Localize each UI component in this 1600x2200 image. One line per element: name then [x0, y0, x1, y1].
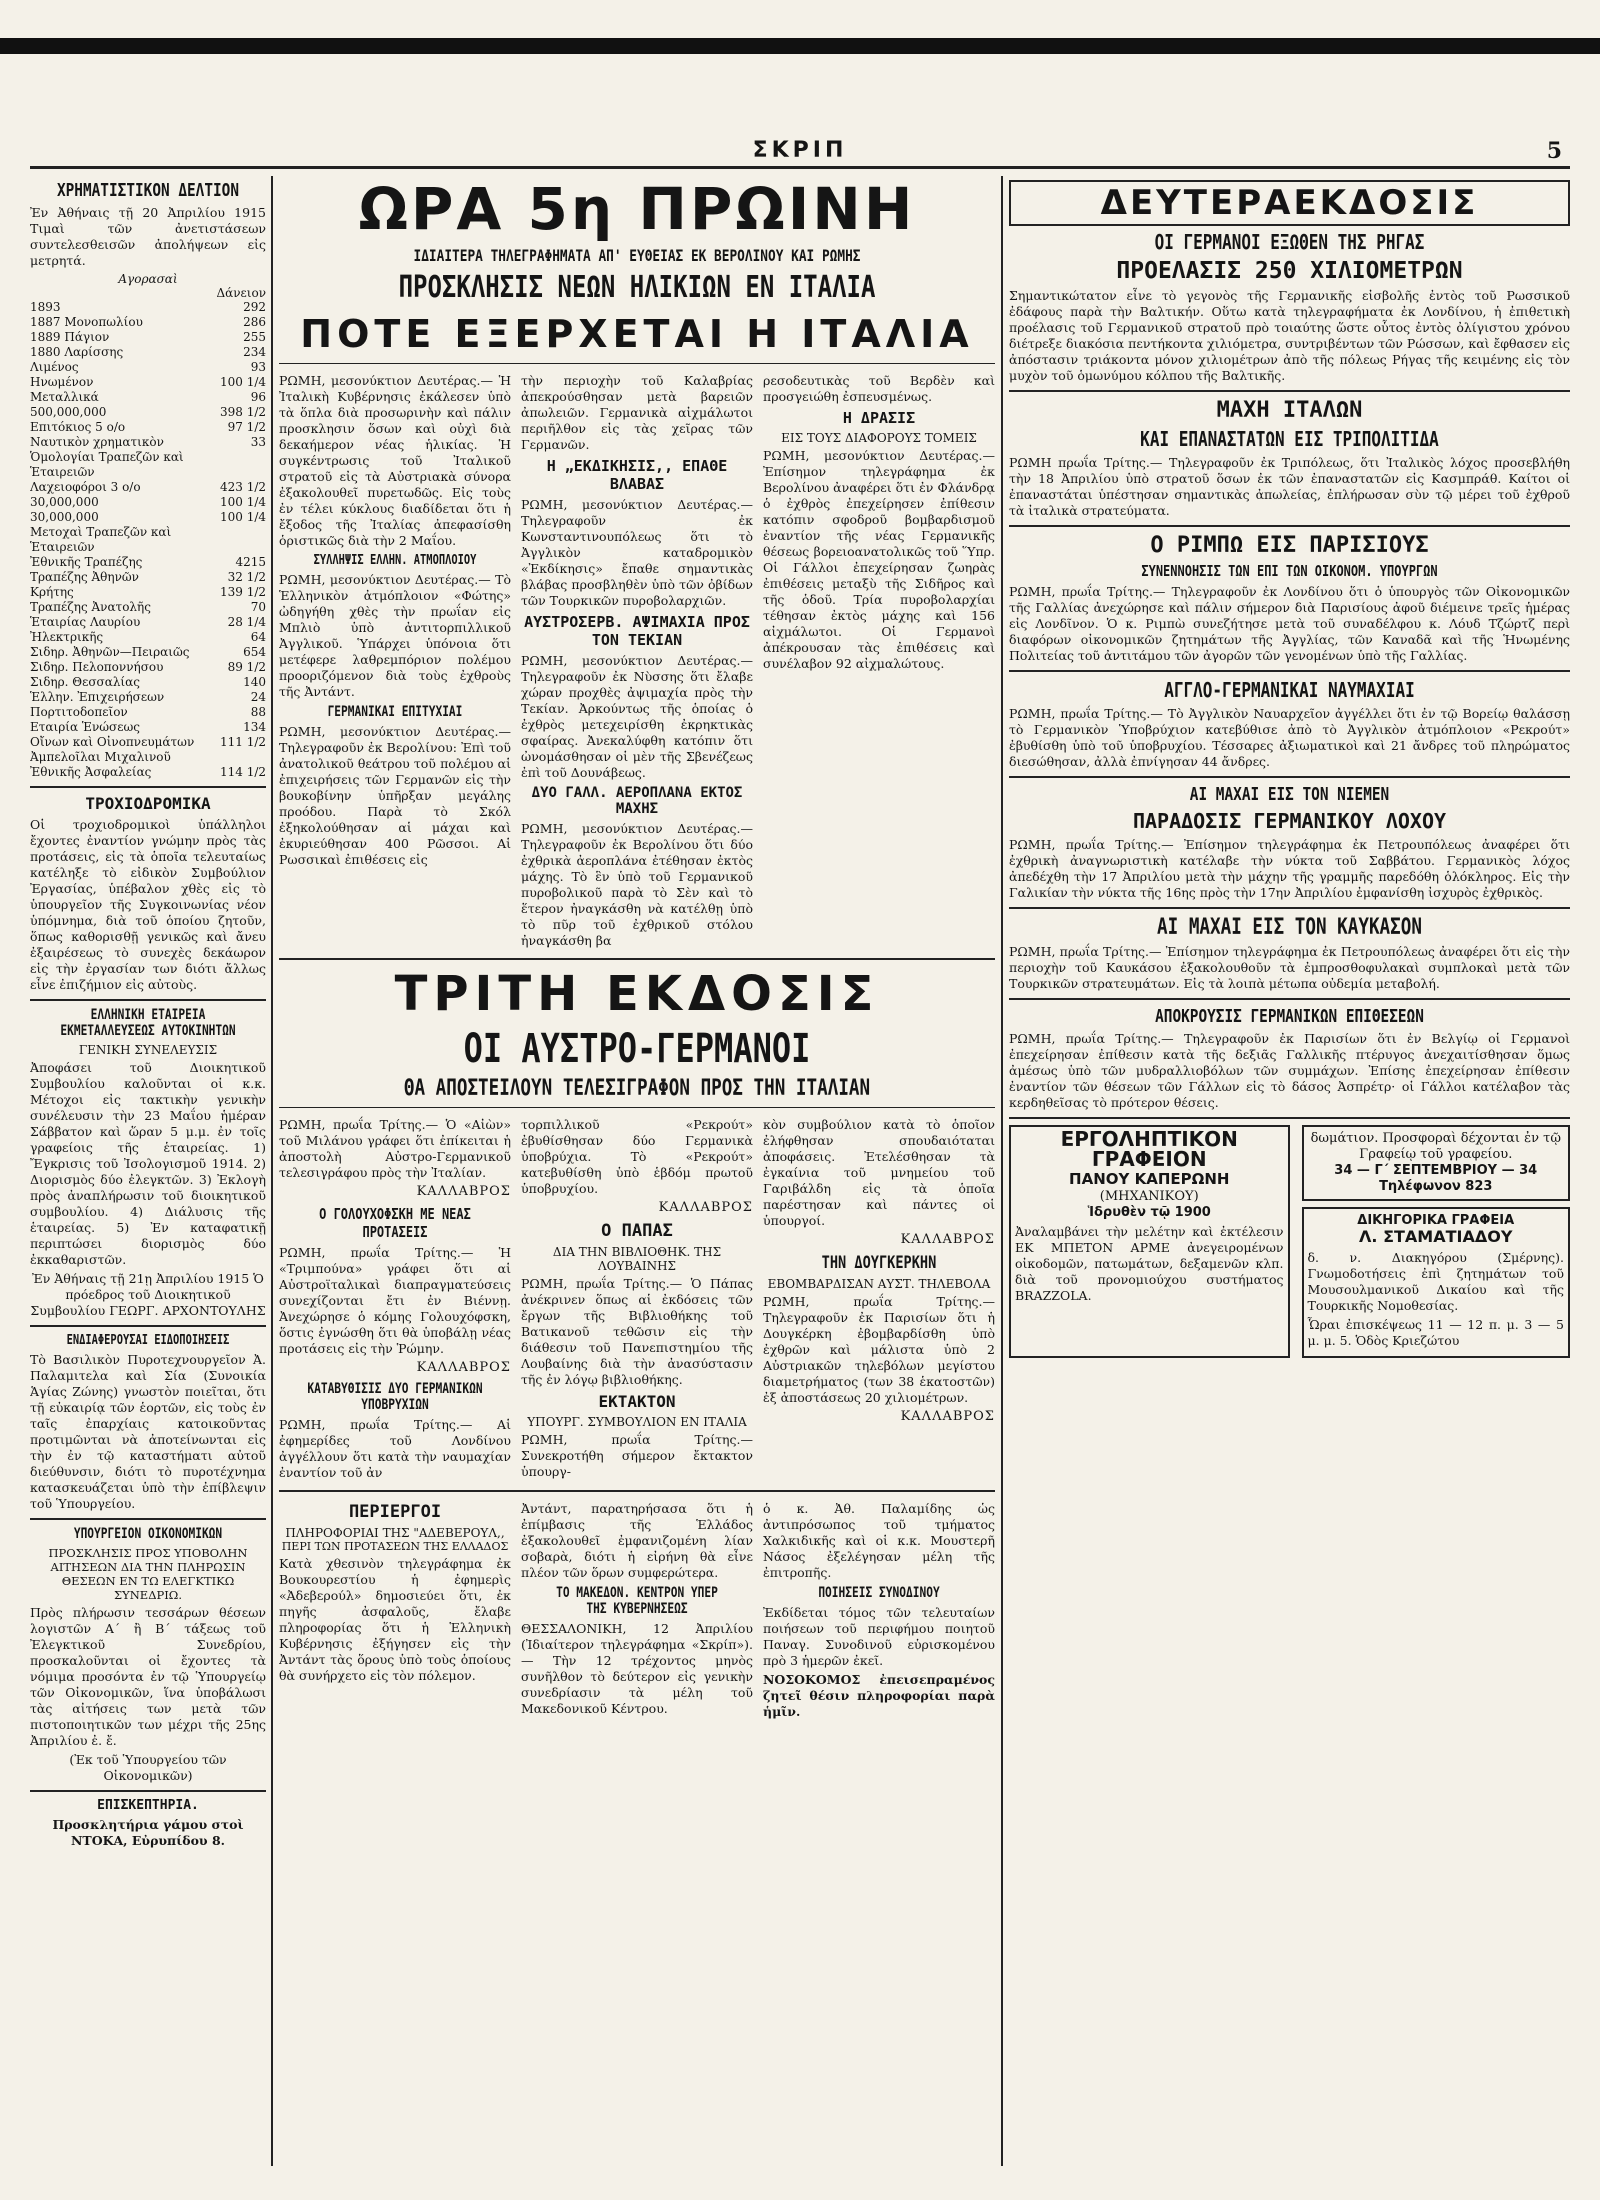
- council-story: κὸν συμβούλιον κατὰ τὸ ὁποῖον ἐλήφθησαν σπουδαιόταται ἀποφάσεις. Ἐτελέσθησαν τὰ ἐγκαίνια τοῦ μνημείου τοῦ Γαριβάλδη εἰς τὰ ὁποῖα παρέστησαν καὶ πάντες οἱ ὑπουργοί.: [763, 1117, 995, 1228]
- financial-row-label: Σιδηρ. Πελοποννήσου: [30, 660, 164, 674]
- financial-row-label: Ἐθνικῆς Τραπέζης: [30, 555, 143, 569]
- room-ad-text: δωμάτιον. Προσφοραὶ δέχονται ἐν τῷ Γραφείῳ τοῦ γραφείου.: [1310, 1131, 1561, 1162]
- dunkirk-story: ΡΩΜΗ, πρωΐα Τρίτης.— Τηλεγραφοῦν ἐκ Παρισίων ὅτι ἡ Δουγκέρκη ἐβομβαρδίσθη ὑπὸ ἐχθρῶν καὶ μάλιστα ὑπὸ 2 Αὐστριακῶν τηλεβόλων μεγίστου διαμετρήματος (των 38 ἑκατοστῶν) ἐξ ἀποστάσεως 20 χιλιομέτρων.: [763, 1294, 995, 1405]
- financial-row-value: 100 1/4: [219, 510, 266, 524]
- financial-row-value: 111 1/2: [219, 735, 266, 749]
- third-edition-headline: ΤΡΙΤΗ ΕΚΔΟΣΙΣ: [394, 966, 880, 1022]
- financial-row-value: 89 1/2: [227, 660, 266, 674]
- pope-story: ΡΩΜΗ, πρωΐα Τρίτης.— Ὁ Πάπας ἀνέκρινεν ὅπως αἱ ἐκδόσεις τῶν ἔργων τῆς Βιβλιοθήκης τοῦ Βατικανοῦ τεθῶσιν εἰς τὴν διάθεσιν τοῦ Πανεπιστημίου τῆς Λουβαίνης διὰ τὴν ἀνασύστασιν τῆς ἐν λόγῳ βιβλιοθήκης.: [521, 1276, 753, 1387]
- column-divider-left: [271, 176, 273, 2166]
- financial-row-label: Επιτόκιος 5 ο/ο: [30, 420, 126, 434]
- room-ad-phone: Τηλέφωνον 823: [1379, 1179, 1493, 1194]
- construction-ad-name: ΠΑΝΟΥ ΚΑΠΕΡΩΝΗ: [1069, 1170, 1230, 1188]
- repulse-title: ΑΠΟΚΡΟΥΣΙΣ ΓΕΡΜΑΝΙΚΩΝ ΕΠΙΘΕΣΕΩΝ: [1155, 1006, 1424, 1027]
- financial-row-value: [220, 750, 266, 765]
- financial-row: [30, 705, 266, 720]
- financial-row: [30, 390, 266, 405]
- financial-row-label: 500,000,000: [30, 405, 107, 419]
- financial-row: [30, 765, 266, 780]
- naval-story: ΡΩΜΗ, πρωΐα Τρίτης.— Τὸ Ἀγγλικὸν Ναυαρχεῖον ἀγγέλλει ὅτι ἐν τῷ Βορείῳ θαλάσσῃ τὸ Γερμανικὸν Ὑποβρύχιον κατεβύθισε ἀπὸ τὸ Ἀγγλικὸν ἀτμόπλοιον «Ρεκρούτ» ἐβυθίσθη ὑπὸ τοῦ ὑποβρυχίου. Τέσσαρες ἀξιωματικοὶ καὶ 21 ἄνδρες τοῦ πληρώματος διεσώθησαν, ἀλλὰ ἐπνίγησαν 44 ἄνδρες.: [1009, 706, 1570, 769]
- construction-ad-title: ΕΡΓΟΛΗΠΤΙΚΟΝ ΓΡΑΦΕΙΟΝ: [1060, 1127, 1238, 1171]
- recruit-story: τορπιλλικοῦ «Ρεκρούτ» ἐβυθίσθησαν δύο Γερμανικὰ ὑποβρύχια. Τὸ «Ρεκρούτ» κατεβυθίσθη ὑπὸ ἑβδόμ πρωτοῦ ὑποβρυχίου.: [521, 1117, 753, 1196]
- goluchowski-title: Ο ΓΟΛΟΥΧΟΦΣΚΗ ΜΕ ΝΕΑΣ ΠΡΟΤΑΣΕΙΣ: [319, 1205, 471, 1241]
- financial-row-label: Σιδηρ. Θεσσαλίας: [30, 675, 140, 689]
- financial-row-value: 255: [243, 330, 266, 344]
- ultimatum-byline: ΚΑΛΛΑΒΡΟΣ: [416, 1184, 511, 1199]
- financial-header: Δάνειον: [216, 286, 266, 300]
- dunkirk-title: ΤΗΝ ΔΟΥΓΚΕΡΚΗΝ: [821, 1253, 937, 1273]
- financial-row-label: Κρήτης: [30, 585, 74, 599]
- financial-row: [30, 495, 266, 510]
- financial-row-label: Ἠλεκτρικῆς: [30, 630, 104, 644]
- curious-title: ΠΕΡΙΕΡΓΟΙ: [348, 1502, 442, 1522]
- curious-subtitle: ΠΛΗΡΟΦΟΡΙΑΙ ΤΗΣ "ΑΔΕΒΕΡΟΥΛ,,: [285, 1526, 505, 1540]
- financial-row-value: 134: [243, 720, 266, 734]
- recruit-byline: ΚΑΛΛΑΒΡΟΣ: [658, 1200, 753, 1215]
- company-title: ΕΛΛΗΝΙΚΗ ΕΤΑΙΡΕΙΑ ΕΚΜΕΤΑΛΛΕΥΣΕΩΣ ΑΥΤΟΚΙΝΗΤΩΝ: [60, 1007, 236, 1039]
- riga-advance-title: ΠΡΟΕΛΑΣΙΣ 250 ΧΙΛΙΟΜΕΤΡΩΝ: [1116, 258, 1463, 284]
- financial-row: [30, 510, 266, 525]
- financial-row-value: 70: [250, 600, 266, 614]
- curious-story-continued: Ἀντάντ, παρατηρήσασα ὅτι ἡ ἐπίμβασις τῆς Ἑλλάδος ἐξακολουθεῖ ἐμφανιζομένη λίαν σοβαρὰ, διότι ἡ εἰρήνη θὰ εἶνε πλέον τῶν ὅρων συμφερώτερα.: [521, 1501, 753, 1580]
- financial-row-label: Λαχειοφόροι 3 ο/ο: [30, 480, 141, 494]
- financial-row: [30, 555, 266, 570]
- financial-row-value: 423 1/2: [219, 480, 266, 494]
- top-rule: [30, 166, 1570, 169]
- extra-story: ΡΩΜΗ, πρωΐα Τρίτης.— Συνεκροτήθη σήμερον ἔκτακτον ὑπουργ-: [521, 1432, 753, 1479]
- financial-row-value: 292: [243, 300, 266, 314]
- curious-subtitle-2: ΠΕΡΙ ΤΩΝ ΠΡΟΤΑΣΕΩΝ ΤΗΣ ΕΛΛΑΔΟΣ: [281, 1540, 509, 1553]
- right-column: [1009, 176, 1570, 2166]
- financial-row-value: 140: [243, 675, 266, 689]
- pope-title: Ο ΠΑΠΑΣ: [601, 1221, 673, 1241]
- ministry-subtitle: ΠΡΟΣΚΛΗΣΙΣ ΠΡΟΣ ΥΠΟΒΟΛΗΝ ΑΙΤΗΣΕΩΝ ΔΙΑ ΤΗΝ ΠΛΗΡΩΣΙΝ ΘΕΣΕΩΝ ΕΝ ΤΩ ΕΛΕΓΚΤΙΚΩ ΣΥΝΕΔΡΙΩ.: [48, 1546, 248, 1602]
- top-black-bar: [0, 38, 1600, 54]
- first-story-columns: [279, 370, 995, 952]
- law-ad-hours: Ὧραι ἐπισκέψεως 11 — 12 π. μ. 3 — 5 μ. μ. 5. Ὁδὸς Κριεζώτου: [1307, 1317, 1564, 1348]
- financial-row-value: 88: [250, 705, 266, 719]
- financial-row: [30, 525, 266, 555]
- caucasus-story: ΡΩΜΗ, πρωΐα Τρίτης.— Ἐπίσημον τηλεγράφημα ἐκ Πετρουπόλεως ἀναφέρει ὅτι εἰς τὴν περιοχὴν τοῦ Καυκάσου ἐξακολουθοῦν τὰ ἐμπροσθοφυλακαὶ συμπλοκαὶ μετὰ τῶν Τουρκικῶν στρατευμάτων. Εἰς τὰ λοιπὰ μέτωπα οὐδεμία μεταβολή.: [1009, 944, 1570, 991]
- financial-row-value: 93: [250, 360, 266, 374]
- financial-row: [30, 420, 266, 435]
- german-success-title: ΓΕΡΜΑΝΙΚΑΙ ΕΠΙΤΥΧΙΑΙ: [327, 704, 463, 720]
- submarines-title: ΚΑΤΑΒΥΘΙΣΙΣ ΔΥΟ ΓΕΡΜΑΝΙΚΩΝ ΥΠΟΒΡΥΧΙΩΝ: [307, 1381, 483, 1413]
- financial-row-value: 234: [243, 345, 266, 359]
- financial-row: [30, 645, 266, 660]
- goluchowski-story: ΡΩΜΗ, πρωΐα Τρίτης.— Ἡ «Τριμπούνα» γράφει ὅτι αἱ Αὐστροϊταλικαὶ διαπραγματεύσεις συνεχίζονται ἔτι ἐν Βιέννῃ. Ἀνεχώρησε ὁ κόμης Γολουχόφσκη, ὅστις ἐγνώσθη ὅτι θὰ ὑποβάλῃ νέας προτάσεις εἰς τὴν Ῥώμην.: [279, 1245, 511, 1356]
- main-headline: ΩΡΑ 5η ΠΡΩΙΝΗ: [358, 176, 916, 243]
- financial-row: [30, 360, 266, 375]
- austro-germans-headline: ΟΙ ΑΥΣΤΡΟ-ΓΕΡΜΑΝΟΙ: [463, 1026, 811, 1072]
- financial-row-label: Μετοχαὶ Τραπεζῶν καὶ Ἑταιρειῶν: [30, 525, 172, 554]
- law-ad-name: Λ. ΣΤΑΜΑΤΙΑΔΟΥ: [1359, 1227, 1513, 1246]
- italy-headline: ΠΟΤΕ ΕΞΕΡΧΕΤΑΙ Η ΙΤΑΛΙΑ: [300, 312, 974, 356]
- company-signature: Ἐν Ἀθήναις τῇ 21ῃ Ἀπριλίου 1915 Ὁ πρόεδρος τοῦ Διοικητικοῦ Συμβουλίου ΓΕΩΡΓ. ΑΡΧΟΝΤΟΥΛΗΣ: [30, 1271, 266, 1318]
- financial-row: [30, 405, 266, 420]
- niemen-subtitle: ΠΑΡΑΔΟΣΙΣ ΓΕΡΜΑΝΙΚΟΥ ΛΟΧΟΥ: [1132, 809, 1447, 833]
- financial-row-label: Ἑλλην. Ἐπιχειρήσεων: [30, 690, 165, 704]
- financial-subtitle: Αγορασαὶ: [118, 272, 178, 286]
- macedonian-story: ΘΕΣΣΑΛΟΝΙΚΗ, 12 Ἀπριλίου (Ἰδιαίτερον τηλεγράφημα «Σκρίπ»).— Τὴν 12 τρέχοντος μηνὸς συνῆλθον τὸ δεύτερον εἰς γενικὴν συνεδρίασιν τὰ μέλη τοῦ Μακεδονικοῦ Κέντρου.: [521, 1621, 753, 1716]
- ribot-story: ΡΩΜΗ, πρωΐα Τρίτης.— Τηλεγραφοῦν ἐκ Λονδίνου ὅτι ὁ ὑπουργὸς τῶν Οἰκονομικῶν τῆς Γαλλίας ἀνεχώρησε καὶ πάλιν σήμερον διὰ Παρισίους ἀφοῦ διέμεινε τρεῖς ἡμέρας εἰς Λονδῖνον. Ὁ κ. Ριμπὼ συνεζήτησε μετὰ τοῦ συναδέλφου κ. Λόυδ Τζώρτζ περὶ διαφόρων οἰκονομικῶν ζητημάτων τῆς Ἀγγλίας, τῶν Καναδᾶ καὶ τῆς Ἡνωμένης Πολιτείας τοῦ ἀντιτάμου τῶν ἀγορῶν τῶν γενομένων ὑπὸ τῆς Γαλλίας.: [1009, 584, 1570, 663]
- financial-row-label: 30,000,000: [30, 495, 99, 509]
- financial-row: [30, 330, 266, 345]
- financial-row-label: Λιμένος: [30, 360, 79, 374]
- financial-row: [30, 600, 266, 615]
- conscription-headline: ΠΡΟΣΚΛΗΣΙΣ ΝΕΩΝ ΗΛΙΚΙΩΝ ΕΝ ΙΤΑΛΙΑ: [398, 270, 876, 305]
- construction-ad-year: Ἱδρυθὲν τῷ 1900: [1087, 1205, 1211, 1220]
- verdun-story: ρεσοδευτικὰς τοῦ Βερδὲν καὶ προσγειώθη ἐσπευσμένως.: [763, 373, 995, 404]
- second-edition-headline: ΔΕΥΤΕΡΑΕΚΔΟΣΙΣ: [1100, 183, 1479, 223]
- dunkirk-byline: ΚΑΛΛΑΒΡΟΣ: [900, 1409, 995, 1424]
- steamer-story: ΡΩΜΗ, μεσονύκτιον Δευτέρας.— Τὸ Ἑλληνικὸν ἀτμόπλοιον «Φώτης» ὠδηγήθη χθὲς τὴν πρωΐαν εἰς Μπλιὸ ὑπὸ ἀντιτορπιλλικοῦ Ἀγγλικοῦ. Ὑπάρχει ὑπόνοια ὅτι μετέφερε λαθρεμπόριον πολέμου προοριζόμενον διὰ τοὺς ἐχθροὺς τῆς Ἀντάντ.: [279, 572, 511, 699]
- construction-office-ad: [1009, 1125, 1290, 1358]
- masthead: ΣΚΡΙΠ: [752, 138, 848, 163]
- financial-row-label: Ἑταιρίας Λαυρίου: [30, 615, 141, 629]
- committee-story: ὁ κ. Ἀθ. Παλαμίδης ὡς ἀντιπρόσωπος τοῦ τμήματος Χαλκιδικῆς καὶ οἱ κ.κ. Μουστερῆ Νάσος ἐξελέγησαν μέλη τῆς ἐπιτροπῆς.: [763, 1501, 995, 1580]
- repulse-story: ΡΩΜΗ, πρωΐα Τρίτης.— Τηλεγραφοῦν ἐκ Παρισίων ὅτι ἐν Βελγίῳ οἱ Γερμανοὶ ἐπεχείρησαν ἐπίθεσιν κατὰ τῆς δεξιᾶς Γαλλικῆς πτέρυγος ἀνεχαιτίσθησαν ὅμως ἀμέσως ὑπὸ τῶν μυδραλλιοβόλων τῶν συμμάχων. Ἐπίσης ἐπεχείρησαν ἐπίθεσιν ἐναντίον τῶν θέσεων τῶν Γάλλων εἰς τὸ δάσος Ἀσπρέτρ· οἱ Γάλλοι κατέλαβον τὰς κερδηθεῖσας τὸ πρότερον θέσεις.: [1009, 1031, 1570, 1110]
- financial-row: [30, 315, 266, 330]
- financial-row: [30, 570, 266, 585]
- financial-intro: Ἐν Ἀθήναις τῇ 20 Ἀπριλίου 1915 Τιμαὶ τῶν ἀνετιστάσεων συντελεσθεισῶν ἀπολήψεων εἰς μετρητά.: [30, 205, 266, 268]
- financial-row-value: 114 1/2: [219, 765, 266, 779]
- main-subline: ΙΔΙΑΙΤΕΡΑ ΤΗΛΕΓΡΑΦΗΜΑΤΑ ΑΠ' ΕΥΘΕΙΑΣ ΕΚ ΒΕΡΟΛΙΝΟΥ ΚΑΙ ΡΩΜΗΣ: [413, 246, 861, 265]
- room-ad-address: 34 — Γ΄ ΣΕΠΤΕΜΒΡΙΟΥ — 34: [1334, 1163, 1538, 1178]
- financial-row-value: 286: [243, 315, 266, 329]
- french-planes-title: ΔΥΟ ΓΑΛΛ. ΑΕΡΟΠΛΑΝΑ ΕΚΤΟΣ ΜΑΧΗΣ: [531, 785, 743, 817]
- financial-row: [30, 615, 266, 630]
- goluchowski-byline: ΚΑΛΛΑΒΡΟΣ: [416, 1360, 511, 1375]
- tramway-text: Οἱ τροχιοδρομικοὶ ὑπάλληλοι ἔχοντες ἐναντίον γνώμην πρὸς τὰς προτάσεις, εἰς τὰ ὁποῖα τελευταίως κατέληξε τὸ εἰδικὸν Συμβούλιον Ἐργασίας, ὑπέβαλον χθὲς εἰς τὸ ὑπουργεῖον τῆς Συγκοινωνίας νέον ὑπόμνημα, διὰ τοῦ ὁποίου ζητοῦν, ὅπως καθορισθῇ γενικῶς καὶ ἄνευ ἐξαιρέσεως τὸ συνεχὲς δεκάωρον εἰς τὴν ἐργασίαν των διότι ἄλλως εἶνε ἐπιζήμιον εἰς αὐτοὺς.: [30, 817, 266, 992]
- tramway-title: ΤΡΟΧΙΟΔΡΟΜΙΚΑ: [85, 794, 211, 813]
- financial-row-value: 24: [250, 690, 266, 704]
- financial-row-label: Ναυτικὸν χρηματικὸν: [30, 435, 164, 449]
- extra-title: ΕΚΤΑΚΤΟΝ: [598, 1392, 676, 1411]
- financial-row-label: Ἀμπελοῖλαι Μιχαλινοῦ: [30, 750, 171, 764]
- second-story-columns: [279, 1114, 995, 1484]
- italy-story: ΡΩΜΗ, μεσονύκτιον Δευτέρας.— Ἡ Ἰταλικὴ Κυβέρνησις ἐκάλεσεν ὑπὸ τὰ ὅπλα διὰ προσωρινὴν καὶ πάλιν προσκλησιν ὅσων καὶ οὐχὶ διὰ δεκαήμερον νέας ἡλικίας. Ἡ συγκέντρωσις τοῦ Ἰταλικοῦ στρατοῦ εἰς τὰ Αὐστριακὰ σύνορα ἐξακολουθεῖ πυρετωδῶς. Εἰς τοὺς ἐν τέλει κύκλους διαδίδεται ὅτι ἡ ἔξοδος τῆς Ἰταλίας ἀπεφασίσθη ὁριστικῶς διὰ τὴν 2 Μαΐου.: [279, 373, 511, 548]
- revenge-title: Η „ΕΚΔΙΚΗΣΙΣ,, ΕΠΑΘΕ ΒΛΑΒΑΣ: [546, 457, 728, 493]
- financial-row: [30, 300, 266, 315]
- financial-row-label: Πορτιτοδοπεῖον: [30, 705, 128, 719]
- column-divider-right: [1001, 176, 1003, 2166]
- financial-row: [30, 690, 266, 705]
- nurse-notice: ΝΟΣΟΚΟΜΟΣ ἐπεισεπραμένος ζητεῖ θέσιν πληροφορίαι παρὰ ἡμῖν.: [763, 1672, 995, 1719]
- notices-title: ΕΝΔΙΑΦΕΡΟΥΣΑΙ ΕΙΔΟΠΟΙΗΣΕΙΣ: [66, 1333, 230, 1348]
- financial-row: [30, 735, 266, 750]
- financial-bulletin-title: ΧΡΗΜΑΤΙΣΤΙΚΟΝ ΔΕΛΤΙΟΝ: [56, 180, 240, 201]
- financial-row: [30, 450, 266, 480]
- financial-row-value: 32 1/2: [227, 570, 266, 584]
- financial-row: [30, 345, 266, 360]
- action-title: Η ΔΡΑΣΙΣ: [842, 409, 916, 427]
- financial-row-label: Εταιρία Ἑνώσεως: [30, 720, 140, 734]
- financial-row-label: Μεταλλικά: [30, 390, 99, 404]
- financial-row-value: 4215: [235, 555, 266, 569]
- financial-row: [30, 720, 266, 735]
- french-planes-story: ΡΩΜΗ, μεσονύκτιον Δευτέρας.— Τηλεγραφοῦν ἐκ Βερολίνου ὅτι δύο ἐχθρικὰ ἀεροπλάνα ἐτέθησαν ἐκτὸς μάχης. Τὸ ἓν ὑπὸ τοῦ Γερμανικοῦ πυροβολικοῦ παρὰ τὸ Σὲν καὶ τὸ ἕτερον ἠναγκάσθη νὰ κατέλθῃ ὑπὸ τὸ πῦρ τοῦ ἐχθρικοῦ στόλου ἠναγκάσθη βα: [521, 821, 753, 948]
- financial-row: [30, 630, 266, 645]
- left-column: [30, 176, 266, 2166]
- italy-story-continued: τὴν περιοχὴν τοῦ Καλαβρίας ἀπεκρούσθησαν μετὰ βαρειῶν ἀπωλειῶν. Γερμανικὰ αἰχμάλωτοι περιῆλθον εἰς τὰς χεῖρας τῶν Γερμανῶν.: [521, 373, 753, 452]
- law-ad-title: ΔΙΚΗΓΟΡΙΚΑ ΓΡΑΦΕΙΑ: [1357, 1213, 1515, 1228]
- action-story: ΡΩΜΗ, μεσονύκτιον Δευτέρας.— Ἐπίσημον τηλεγράφημα ἐκ Βερολίνου ἀναφέρει ὅτι ἐν Φλάνδρᾳ ὁ ἐχθρὸς ἐπεχείρησεν ἐπίθεσιν κατόπιν σφοδροῦ βομβαρδισμοῦ ἐναντίον τῆς νέας Γερμανικῆς θέσεως βορειοανατολικῶς τοῦ Ὕπρ. Οἱ Γάλλοι ἐπεχείρησαν ζωηρὰς ἐπιθέσεις μεταξὺ τῆς Σιδῆρος καὶ τῆς ὁδοῦ. Τρία πυροβολαρχίαι τέθησαν ἐκτὸς μάχης καὶ 156 αἰχμάλωτοι. Οἱ Γερμανοὶ ἀπέκρουσαν τὰς ἐπιθέσεις καὶ συνέλαβον 92 αἰχμαλώτους.: [763, 448, 995, 671]
- submarines-story: ΡΩΜΗ, πρωΐα Τρίτης.— Αἱ ἐφημερίδες τοῦ Λονδίνου ἀγγέλλουν ὅτι κατὰ τὴν ναυμαχίαν ἐναντίον τοῦ ἀν: [279, 1417, 511, 1480]
- construction-ad-text: Ἀναλαμβάνει τὴν μελέτην καὶ ἐκτέλεσιν ΕΚ ΜΠΕΤΟΝ ΑΡΜΕ ἀνεγειρομένων οἰκοδομῶν, πατωμάτων, δεξαμενῶν κλπ. διὰ τοῦ προνομιούχου συστήματος BRAZZOLA.: [1015, 1224, 1284, 1303]
- financial-row-value: 96: [250, 390, 266, 404]
- riga-story: Σημαντικώτατον εἶνε τὸ γεγονὸς τῆς Γερμανικῆς εἰσβολῆς ἐντὸς τοῦ Ρωσσικοῦ ἐδάφους παρὰ τὴν Βαλτικήν. Οὕτω κατὰ τηλεγραφήματα ἐκ Λονδίνου, ἡ ἐπιθετικὴ προέλασις τοῦ Γερμανικοῦ στρατοῦ πρὸ τοιαύτης ὥστε οὗτος ἐντὸς ὀλίγιστου χρόνου διέτρεξε διακόσια πεντήκοντα χιλιόμετρα, συντριβέντων τῶν Ρώσσων, καὶ ἔφθασεν εἰς ἀπόστασιν τριάκοντα μόνον χιλιομέτρων ἀπὸ τῆς πόλεως Ρήγας τῆς κειμένης εἰς τὸν μυχὸν τοῦ ὁμωνύμου κόλπου τῆς Βαλτικῆς.: [1009, 288, 1570, 383]
- financial-row: [30, 675, 266, 690]
- niemen-story: ΡΩΜΗ, πρωΐα Τρίτης.— Ἐπίσημον τηλεγράφημα ἐκ Πετρουπόλεως ἀναφέρει ὅτι ἐχθρικὴ ἀναγνωριστικὴ κατέλαβε τὴν νύκτα τοῦ Σαββάτου. Γερμανικὸς λόχος ἀπεδέχθη τὴν 17 Ἀπριλίου μετὰ τὴν μάχην τῆς γραμμῆς παρεδόθη ὁλόκληρος. Εἰς τὴν Γαλικίαν τὴν νύκτα τῆς 16ης πρὸς τὴν 17ην Ἀπριλίου ἐμφανίσθη ἰσχυρὸς ἐχθρικὸς.: [1009, 837, 1570, 900]
- naval-title: ΑΓΓΛΟ-ΓΕΡΜΑΝΙΚΑΙ ΝΑΥΜΑΧΙΑΙ: [1164, 678, 1415, 702]
- pope-subtitle: ΔΙΑ ΤΗΝ ΒΙΒΛΙΟΘΗΚ. ΤΗΣ ΛΟΥΒΑΙΝΗΣ: [552, 1245, 722, 1273]
- financial-row-label: Ηνωμένον: [30, 375, 94, 389]
- caucasus-title: ΑΙ ΜΑΧΑΙ ΕΙΣ ΤΟΝ ΚΑΥΚΑΣΟΝ: [1157, 915, 1422, 940]
- financial-row: [30, 660, 266, 675]
- financial-row-value: [220, 450, 266, 480]
- financial-row-value: 654: [243, 645, 266, 659]
- financial-row-label: Τραπέζης Ἀθηνῶν: [30, 570, 139, 584]
- right-ads-stack: [1302, 1125, 1571, 1358]
- financial-row-label: 1893: [30, 300, 61, 314]
- financial-row: [30, 375, 266, 390]
- financial-row: [30, 435, 266, 450]
- financial-row-value: 64: [250, 630, 266, 644]
- financial-row-label: Ὁμολογίαι Τραπεζῶν καὶ Ἑταιρειῶν: [30, 450, 184, 479]
- financial-row: [30, 480, 266, 495]
- ribot-title: Ο ΡΙΜΠΩ ΕΙΣ ΠΑΡΙΣΙΟΥΣ: [1150, 533, 1429, 558]
- revenge-story: ΡΩΜΗ, μεσονύκτιον Δευτέρας.— Τηλεγραφοῦν ἐκ Κωνσταντινουπόλεως ὅτι τὸ Ἀγγλικὸν καταδρομικὸν «Ἐκδίκησις» ἔπαθε σημαντικὰς βλάβας προσβληθὲν ὑπὸ τῶν ὀβίδων τῶν Τουρκικῶν πυροβολαρχιῶν.: [521, 497, 753, 608]
- financial-row-label: 30,000,000: [30, 510, 99, 524]
- macedonian-title: ΤΟ ΜΑΚΕΔΟΝ. ΚΕΝΤΡΟΝ ΥΠΕΡ ΤΗΣ ΚΥΒΕΡΝΗΣΕΩΣ: [556, 1585, 718, 1617]
- financial-row-value: 28 1/4: [227, 615, 266, 629]
- financial-row-label: 1880 Λαρίσσης: [30, 345, 124, 359]
- ultimatum-subheadline: ΘΑ ΑΠΟΣΤΕΙΛΟΥΝ ΤΕΛΕΣΙΓΡΑΦΟΝ ΠΡΟΣ ΤΗΝ ΙΤΑΛΙΑΝ: [403, 1076, 871, 1101]
- third-story-columns: [279, 1498, 995, 1723]
- law-office-ad: [1302, 1207, 1571, 1358]
- visiting-cards-text: Προσκλητήρια γάμου στοὶ ΝΤΟΚΑ, Εὐρυπίδου 8.: [52, 1817, 244, 1848]
- financial-row-value: 100 1/4: [219, 375, 266, 389]
- tripoli-subtitle: ΚΑΙ ΕΠΑΝΑΣΤΑΤΩΝ ΕΙΣ ΤΡΙΠΟΛΙΤΙΔΑ: [1140, 427, 1439, 451]
- financial-table: [30, 300, 266, 780]
- financial-row-label: Σιδηρ. Ἀθηνῶν—Πειραιῶς: [30, 645, 190, 659]
- financial-row-label: 1889 Πάγιον: [30, 330, 110, 344]
- financial-row-value: [220, 525, 266, 555]
- financial-row-value: 139 1/2: [219, 585, 266, 599]
- notices-text: Τὸ Βασιλικὸν Πυροτεχνουργεῖον Ἀ. Παλαμιτελα καὶ Σία (Συνοικία Ἁγίας Ζώνης) γνωστὸν ποιεῖται, ὅτι τῇ εὐκαιρίᾳ τῶν ἑορτῶν, εἰς τοὺς ἐν ταῖς ἐπαρχίαις κατοικοῦντας προτιμῶνται νὰ ἀποτείνωνται εἰς τὴν ἐν τῷ καταστήματι αὐτοῦ διεύθυνσιν, διότι τὸ πυροτέχνημα κατασκευάζεται ὑπὸ τὴν ἐπίβλεψιν τοῦ Ὑπουργείου.: [30, 1352, 266, 1511]
- niemen-title: ΑΙ ΜΑΧΑΙ ΕΙΣ ΤΟΝ ΝΙΕΜΕΝ: [1189, 784, 1390, 805]
- dunkirk-subtitle: ΕΒΟΜΒΑΡΔΙΣΑΝ ΑΥΣΤ. ΤΗΛΕΒΟΛΑ: [767, 1277, 991, 1291]
- financial-row-value: 33: [250, 435, 266, 449]
- law-ad-text: δ. ν. Διακηγόρου (Σμέρνης). Γνωμοδοτήσεις ἐπὶ ζητημάτων τοῦ Μουσουλμανικοῦ Δικαίου καὶ τῆς Τουρκικῆς Νομοθεσίας.: [1307, 1250, 1564, 1313]
- financial-row-value: 100 1/4: [219, 495, 266, 509]
- german-success-story: ΡΩΜΗ, μεσονύκτιον Δευτέρας.— Τηλεγραφοῦν ἐκ Βερολίνου: Ἐπὶ τοῦ ἀνατολικοῦ θεάτρου τοῦ πολέμου αἱ ἐπιχειρήσεις τῶν Γερμανῶν εἰς τὴν βουκοβίνην ὑπῆρξαν μεγάλης προόδου. Παρὰ τὸ Σκόλ ἐξηκολούθησαν αἱ μάχαι καὶ ἐκυριεύθησαν 400 Ρῶσσοι. Αἱ Ρωσσικαὶ ἐπιθέσεις εἰς: [279, 724, 511, 867]
- poems-story: Ἐκδίδεται τόμος τῶν τελευταίων ποιήσεων τοῦ περιφήμου ποιητοῦ Παναγ. Συνοδινοῦ εὑρισκομένου πρὸ 3 ἡμερῶν ἐκεῖ.: [763, 1605, 995, 1668]
- center-column: [279, 176, 995, 2166]
- ribot-subtitle: ΣΥΝΕΝΝΟΗΣΙΣ ΤΩΝ ΕΠΙ ΤΩΝ ΟΙΚΟΝΟΜ. ΥΠΟΥΡΓΩΝ: [1141, 562, 1438, 580]
- extra-subtitle: ΥΠΟΥΡΓ. ΣΥΜΒΟΥΛΙΟΝ ΕΝ ΙΤΑΛΙΑ: [527, 1415, 747, 1429]
- financial-row-label: Οἴνων καὶ Οἰνοπνευμάτων: [30, 735, 195, 749]
- visiting-cards-title: ΕΠΙΣΚΕΠΤΗΡΙΑ.: [97, 1798, 199, 1813]
- action-subtitle: ΕΙΣ ΤΟΥΣ ΔΙΑΦΟΡΟΥΣ ΤΟΜΕΙΣ: [781, 431, 977, 445]
- ministry-signature: (Ἐκ τοῦ Ὑπουργείου τῶν Οἰκονομικῶν): [69, 1752, 227, 1783]
- advertisements: [1009, 1125, 1570, 1358]
- steamer-title: ΣΥΛΛΗΨΙΣ ΕΛΛΗΝ. ΑΤΜΟΠΛΟΙΟΥ: [313, 553, 477, 568]
- construction-ad-subtitle: (ΜΗΧΑΝΙΚΟΥ): [1099, 1189, 1199, 1204]
- company-subtitle: ΓΕΝΙΚΗ ΣΥΝΕΛΕΥΣΙΣ: [78, 1043, 218, 1057]
- ultimatum-story: ΡΩΜΗ, πρωΐα Τρίτης.— Ὁ «Αἰὼν» τοῦ Μιλάνου γράφει ὅτι ἐπίκειται ἡ ἀποστολὴ Αὐστρο-Γερμανικοῦ τελεσιγράφου πρὸς τὴν Ἰταλίαν.: [279, 1117, 511, 1180]
- room-ad: [1302, 1125, 1571, 1201]
- poems-title: ΠΟΙΗΣΕΙΣ ΣΥΝΟΔΙΝΟΥ: [818, 1585, 940, 1601]
- financial-row-label: 1887 Μονοπωλίου: [30, 315, 143, 329]
- page-number: 5: [1546, 138, 1562, 164]
- company-text: Ἀποφάσει τοῦ Διοικητικοῦ Συμβουλίου καλοῦνται οἱ κ.κ. Μέτοχοι εἰς τακτικὴν γενικὴν συνέλευσιν τὴν 23 Μαΐου ἡμέραν Σάββατον καὶ ὥραν 5 μ.μ. ἐν τοῖς γραφείοις τῆς ἑταιρείας. 1) Ἔγκρισις τοῦ Ἰσολογισμοῦ 1914. 2) Διορισμὸς δύο ἐλεγκτῶν. 3) Ἐκλογὴ πρὸς ἀναπλήρωσιν τοῦ διοικητικοῦ συμβουλίου. 4) Διάλυσις τῆς ἑταιρείας. 5) Ἐν καταφατικῇ περιπτώσει διορισμὸς δύο ἐκκαθαριστῶν.: [30, 1060, 266, 1267]
- financial-row-label: Τραπέζης Ἀνατολῆς: [30, 600, 151, 614]
- tripoli-story: ΡΩΜΗ πρωΐα Τρίτης.— Τηλεγραφοῦν ἐκ Τριπόλεως, ὅτι Ἰταλικὸς λόχος προσεβλήθη τὴν 18 Ἀπριλίου ὑπὸ στρατοῦ ὅσων ἐκ τῶν ἐπαναστατῶν εἰς Κασμπράθ. Καίτοι οἱ ἐπαναστάται ὑπέστησαν σημαντικὰς ἀπωλείας, ἐπλήρωσαν σὺν τῷ μέρει τοῦ ἐχθροῦ τὰ ἰταλικὰ στρατεύματα.: [1009, 455, 1570, 518]
- austro-serb-story: ΡΩΜΗ, μεσονύκτιον Δευτέρας.— Τηλεγραφοῦν ἐκ Νὺσσης ὅτι ἔλαβε χώραν προχθὲς ἀψιμαχία πρὸς τὴν Τεκίαν. Ἀρκούντως τῆς ὁποίας ὁ ἐχθρὸς μετεχειρίσθη ἐκρηκτικὰς σφαίρας. Ἀνεκαλύφθη κατόπιν ὅτι ὠνομάσθησαν οἱ μὲν τῆς Σβενέζεως ἐπὶ τοῦ Δουνάβεως.: [521, 653, 753, 780]
- austro-serb-title: ΑΥΣΤΡΟΣΕΡΒ. ΑΨΙΜΑΧΙΑ ΠΡΟΣ ΤΟΝ ΤΕΚΙΑΝ: [524, 613, 750, 649]
- financial-row: [30, 585, 266, 600]
- riga-subtitle: ΟΙ ΓΕΡΜΑΝΟΙ ΕΞΩΘΕΝ ΤΗΣ ΡΗΓΑΣ: [1154, 230, 1425, 254]
- financial-row-value: 97 1/2: [227, 420, 266, 434]
- ministry-title: ΥΠΟΥΡΓΕΙΟΝ ΟΙΚΟΝΟΜΙΚΩΝ: [73, 1526, 223, 1542]
- ministry-text: Πρὸς πλήρωσιν τεσσάρων θέσεων λογιστῶν Α΄ ἢ Β΄ τάξεως τοῦ Ἐλεγκτικοῦ Συνεδρίου, προσκαλοῦνται οἱ ἔχοντες τὰ νόμιμα προσόντα ἐν τῷ Ὑπουργείῳ τῶν Οἰκονομικῶν, ἵνα ὑποβάλωσι τὰς αἰτήσεις των μετὰ τῶν πιστοποιητικῶν των μέχρι τῆς 25ης Ἀπριλίου ἐ. ἔ.: [30, 1605, 266, 1748]
- financial-row-label: Ἐθνικῆς Ἀσφαλείας: [30, 765, 152, 779]
- council-byline: ΚΑΛΛΑΒΡΟΣ: [900, 1232, 995, 1247]
- financial-row: [30, 750, 266, 765]
- financial-row-value: 398 1/2: [219, 405, 266, 419]
- curious-story: Κατὰ χθεσινὸν τηλεγράφημα ἐκ Βουκουρεστίου ἡ ἐφημερὶς «Ἀδεβερούλ» δημοσιεύει ὅτι, ἐκ πηγῆς ἀσφαλοῦς, ἔλαβε πληροφορίας ὅτι ἡ Ἑλληνικὴ Κυβέρνησις ἐξήγησεν εἰς τὴν Ἀντάντ τὰς ὅρους ὑπὸ τοὺς ὁποίους θὰ συνήρχετο εἰς τὸν πόλεμον.: [279, 1556, 511, 1683]
- tripoli-title: ΜΑΧΗ ΙΤΑΛΩΝ: [1216, 398, 1363, 423]
